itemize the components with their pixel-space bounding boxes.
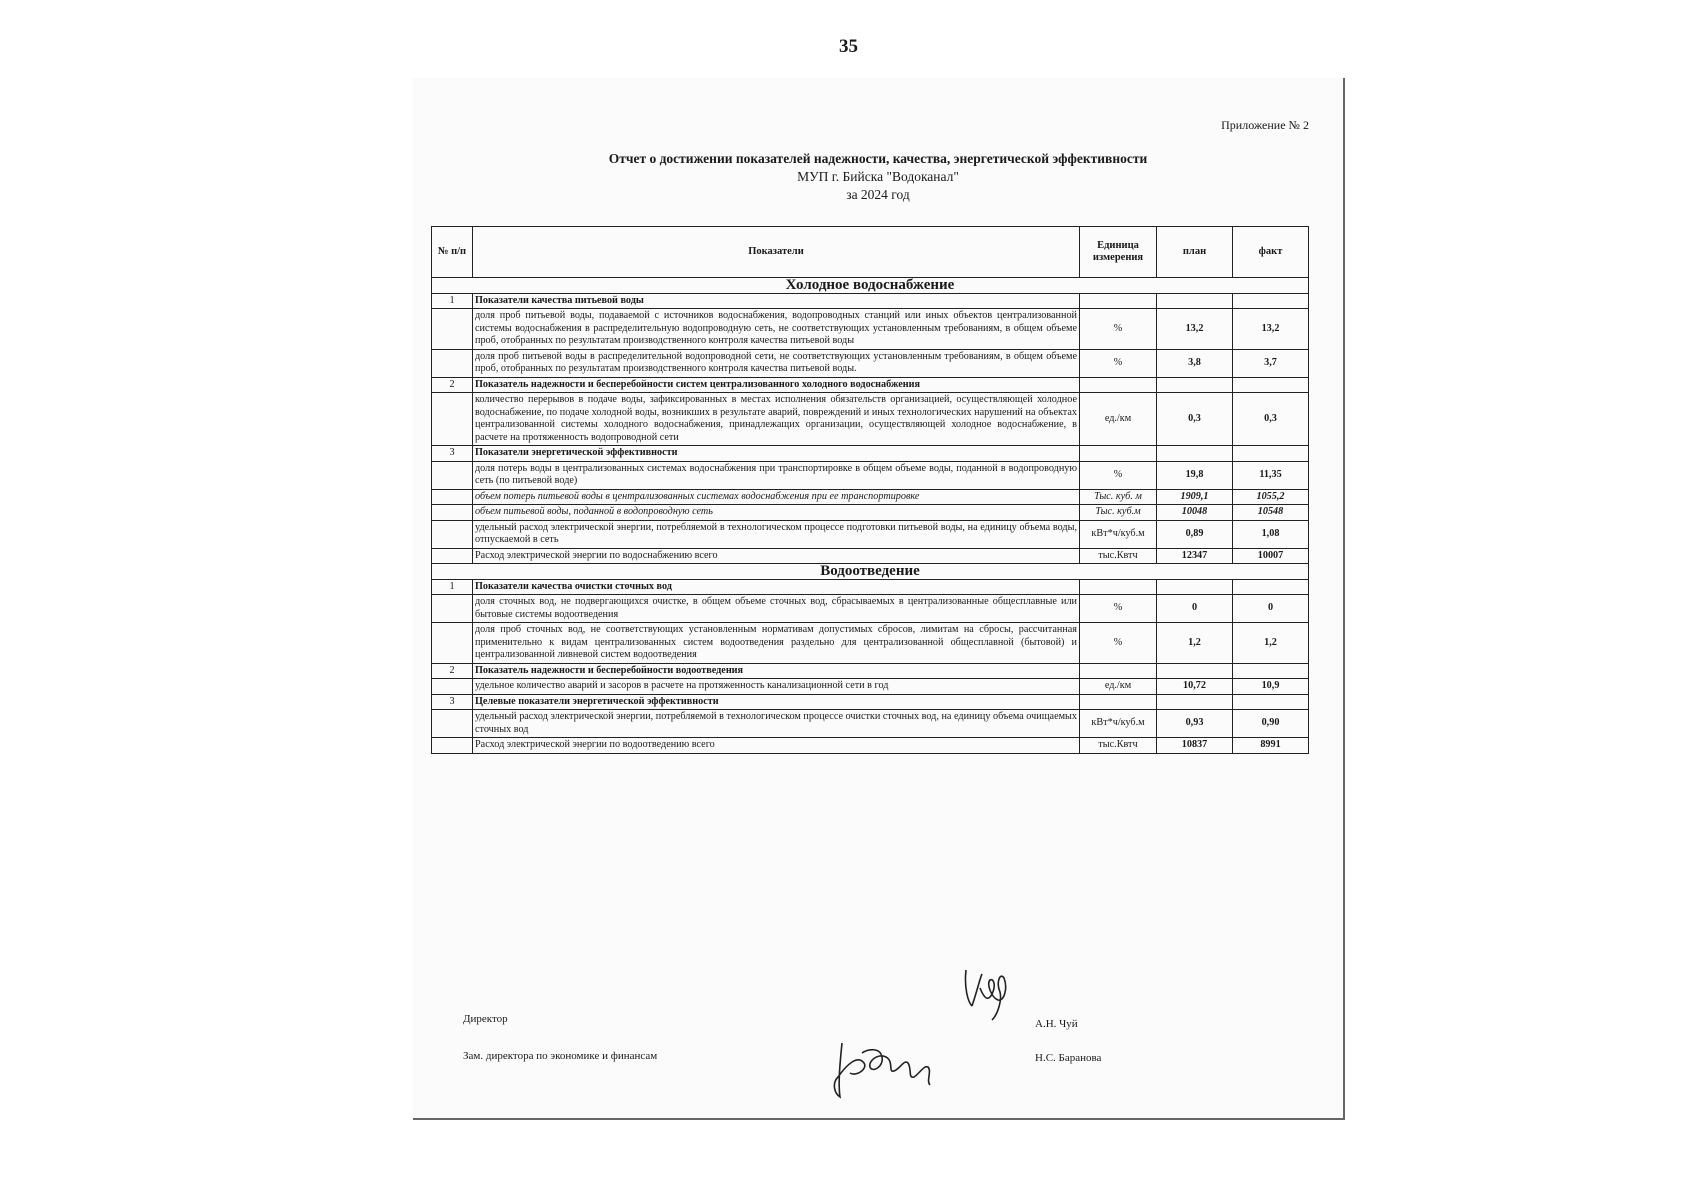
deputy-title: Зам. директора по экономике и финансам [463, 1050, 658, 1062]
unit-cell: ед./км [1080, 393, 1157, 446]
empty-cell [1157, 377, 1233, 393]
fact-value: 13,2 [1233, 309, 1309, 350]
page-number: 35 [839, 36, 858, 57]
empty-cell [1157, 446, 1233, 462]
header-indicator: Показатели [473, 227, 1080, 278]
plan-value: 3,8 [1157, 349, 1233, 377]
unit-cell: тыс.Квтч [1080, 738, 1157, 754]
fact-value: 10548 [1233, 505, 1309, 521]
empty-cell [432, 679, 473, 695]
table-row [432, 393, 1309, 446]
fact-value: 11,35 [1233, 461, 1309, 489]
group-title: Показатели качества очистки сточных вод [473, 579, 1080, 595]
group-row [432, 579, 1309, 595]
empty-cell [432, 309, 473, 350]
fact-value: 1055,2 [1233, 489, 1309, 505]
empty-cell [432, 623, 473, 664]
table-row [432, 349, 1309, 377]
group-row [432, 663, 1309, 679]
empty-cell [1080, 446, 1157, 462]
unit-cell: % [1080, 623, 1157, 664]
group-row [432, 293, 1309, 309]
empty-cell [432, 505, 473, 521]
indicator-text: объем потерь питьевой воды в централизованных системах водоснабжения при ее транспортировке [473, 489, 1080, 505]
empty-cell [1080, 663, 1157, 679]
empty-cell [1080, 293, 1157, 309]
indicator-text: доля сточных вод, не подвергающихся очистке, в общем объеме сточных вод, сбрасываемых в централизованные общесплавные или бытовые системы водоотведения [473, 595, 1080, 623]
indicator-text: доля проб сточных вод, не соответствующих установленным нормативам допустимых сбросов, лимитам на сбросы, рассчитанная применительно к видам централизованных систем водоотведения раздельно для централизованной общесплавной (бытовой) и централизованной ливневой систем водоотведения [473, 623, 1080, 664]
fact-value: 0 [1233, 595, 1309, 623]
plan-value: 10,72 [1157, 679, 1233, 695]
plan-value: 0,93 [1157, 710, 1233, 738]
empty-cell [432, 738, 473, 754]
empty-cell [1080, 694, 1157, 710]
section-title: Водоотведение [432, 564, 1309, 580]
scanned-document [413, 78, 1345, 1120]
header-num: № п/п [432, 227, 473, 278]
empty-cell [1233, 694, 1309, 710]
unit-cell: % [1080, 309, 1157, 350]
indicator-text: объем питьевой воды, поданной в водопроводную сеть [473, 505, 1080, 521]
group-title: Показатели качества питьевой воды [473, 293, 1080, 309]
table-row [432, 505, 1309, 521]
table-row [432, 738, 1309, 754]
table-row [432, 595, 1309, 623]
indicator-text: Расход электрической энергии по водоснабжению всего [473, 548, 1080, 564]
empty-cell [1157, 663, 1233, 679]
group-title: Показатель надежности и бесперебойности систем централизованного холодного водоснабжения [473, 377, 1080, 393]
director-title: Директор [463, 1013, 508, 1025]
unit-cell: кВт*ч/куб.м [1080, 710, 1157, 738]
empty-cell [1233, 579, 1309, 595]
table-body [432, 278, 1309, 754]
plan-value: 0,3 [1157, 393, 1233, 446]
indicators-table [431, 226, 1309, 754]
empty-cell [432, 548, 473, 564]
section-row [432, 564, 1309, 580]
empty-cell [1157, 293, 1233, 309]
empty-cell [432, 461, 473, 489]
indicator-text: удельный расход электрической энергии, потребляемой в технологическом процессе очистки сточных вод, на единицу объема очищаемых сточных вод [473, 710, 1080, 738]
unit-cell: Тыс. куб. м [1080, 489, 1157, 505]
report-title-line1: Отчет о достижении показателей надежности, качества, энергетической эффективности [608, 151, 1148, 166]
plan-value: 1909,1 [1157, 489, 1233, 505]
fact-value: 10007 [1233, 548, 1309, 564]
section-row [432, 278, 1309, 294]
empty-cell [1157, 579, 1233, 595]
group-number: 2 [432, 663, 473, 679]
empty-cell [1080, 579, 1157, 595]
indicator-text: Расход электрической энергии по водоотведению всего [473, 738, 1080, 754]
group-row [432, 694, 1309, 710]
plan-value: 0,89 [1157, 520, 1233, 548]
fact-value: 3,7 [1233, 349, 1309, 377]
unit-cell: ед./км [1080, 679, 1157, 695]
empty-cell [432, 349, 473, 377]
unit-cell: % [1080, 349, 1157, 377]
plan-value: 12347 [1157, 548, 1233, 564]
indicator-text: количество перерывов в подаче воды, зафиксированных в местах исполнения обязательств организацией, осуществляющей холодное водоснабжение, по подаче холодной воды, возникших в результате аварий, повреждений и иных технологических нарушений на объектах централизованной системы холодного водоснабжения, принадлежащих организации, осуществляющей холодное водоснабжение, в расчете на протяженность водопроводной сети [473, 393, 1080, 446]
header-unit: Единица измерения [1080, 227, 1157, 278]
table-row [432, 520, 1309, 548]
empty-cell [432, 710, 473, 738]
empty-cell [1080, 377, 1157, 393]
empty-cell [1233, 377, 1309, 393]
group-number: 3 [432, 446, 473, 462]
plan-value: 1,2 [1157, 623, 1233, 664]
empty-cell [1233, 446, 1309, 462]
table-row [432, 309, 1309, 350]
deputy-signature [828, 1033, 938, 1103]
group-row [432, 377, 1309, 393]
section-title: Холодное водоснабжение [432, 278, 1309, 294]
table-row [432, 461, 1309, 489]
empty-cell [432, 393, 473, 446]
fact-value: 0,90 [1233, 710, 1309, 738]
group-number: 1 [432, 293, 473, 309]
report-title-line3: за 2024 год [846, 187, 910, 202]
group-title: Целевые показатели энергетической эффективности [473, 694, 1080, 710]
fact-value: 1,2 [1233, 623, 1309, 664]
unit-cell: % [1080, 461, 1157, 489]
group-number: 3 [432, 694, 473, 710]
unit-cell: Тыс. куб.м [1080, 505, 1157, 521]
fact-value: 1,08 [1233, 520, 1309, 548]
indicator-text: доля потерь воды в централизованных системах водоснабжения при транспортировке в общем объеме воды, поданной в водопроводную сеть (по питьевой воде) [473, 461, 1080, 489]
report-title-line2: МУП г. Бийска "Водоканал" [797, 169, 959, 184]
empty-cell [432, 489, 473, 505]
empty-cell [1233, 663, 1309, 679]
group-title: Показатели энергетической эффективности [473, 446, 1080, 462]
indicator-text: доля проб питьевой воды, подаваемой с источников водоснабжения, водопроводных станций или иных объектов централизованной системы водоснабжения в распределительную водопроводную сеть, не соответствующих установленным требованиям, в общем объеме проб, отобранных по результатам производственного контроля качества питьевой воды [473, 309, 1080, 350]
empty-cell [1157, 694, 1233, 710]
group-number: 1 [432, 579, 473, 595]
plan-value: 13,2 [1157, 309, 1233, 350]
plan-value: 10048 [1157, 505, 1233, 521]
table-row [432, 623, 1309, 664]
plan-value: 10837 [1157, 738, 1233, 754]
indicator-text: удельный расход электрической энергии, потребляемой в технологическом процессе подготовки питьевой воды, на единицу объема воды, отпускаемой в сеть [473, 520, 1080, 548]
plan-value: 0 [1157, 595, 1233, 623]
table-row [432, 710, 1309, 738]
unit-cell: тыс.Квтч [1080, 548, 1157, 564]
report-title [413, 150, 1343, 204]
indicator-text: доля проб питьевой воды в распределительной водопроводной сети, не соответствующих установленным требованиям, в общем объеме проб, отобранных по результатам производственного контроля качества питьевой воды. [473, 349, 1080, 377]
indicator-text: удельное количество аварий и засоров в расчете на протяженность канализационной сети в год [473, 679, 1080, 695]
director-signature [958, 958, 1018, 1028]
unit-cell: кВт*ч/куб.м [1080, 520, 1157, 548]
group-row [432, 446, 1309, 462]
deputy-name: Н.С. Баранова [1035, 1052, 1102, 1064]
header-plan: план [1157, 227, 1233, 278]
plan-value: 19,8 [1157, 461, 1233, 489]
fact-value: 8991 [1233, 738, 1309, 754]
group-title: Показатель надежности и бесперебойности водоотведения [473, 663, 1080, 679]
unit-cell: % [1080, 595, 1157, 623]
fact-value: 0,3 [1233, 393, 1309, 446]
header-fact: факт [1233, 227, 1309, 278]
table-row [432, 679, 1309, 695]
appendix-label: Приложение № 2 [1221, 118, 1309, 132]
table-row [432, 489, 1309, 505]
fact-value: 10,9 [1233, 679, 1309, 695]
table-row [432, 548, 1309, 564]
empty-cell [1233, 293, 1309, 309]
table-header-row [432, 227, 1309, 278]
group-number: 2 [432, 377, 473, 393]
director-name: А.Н. Чуй [1035, 1018, 1078, 1030]
empty-cell [432, 595, 473, 623]
empty-cell [432, 520, 473, 548]
